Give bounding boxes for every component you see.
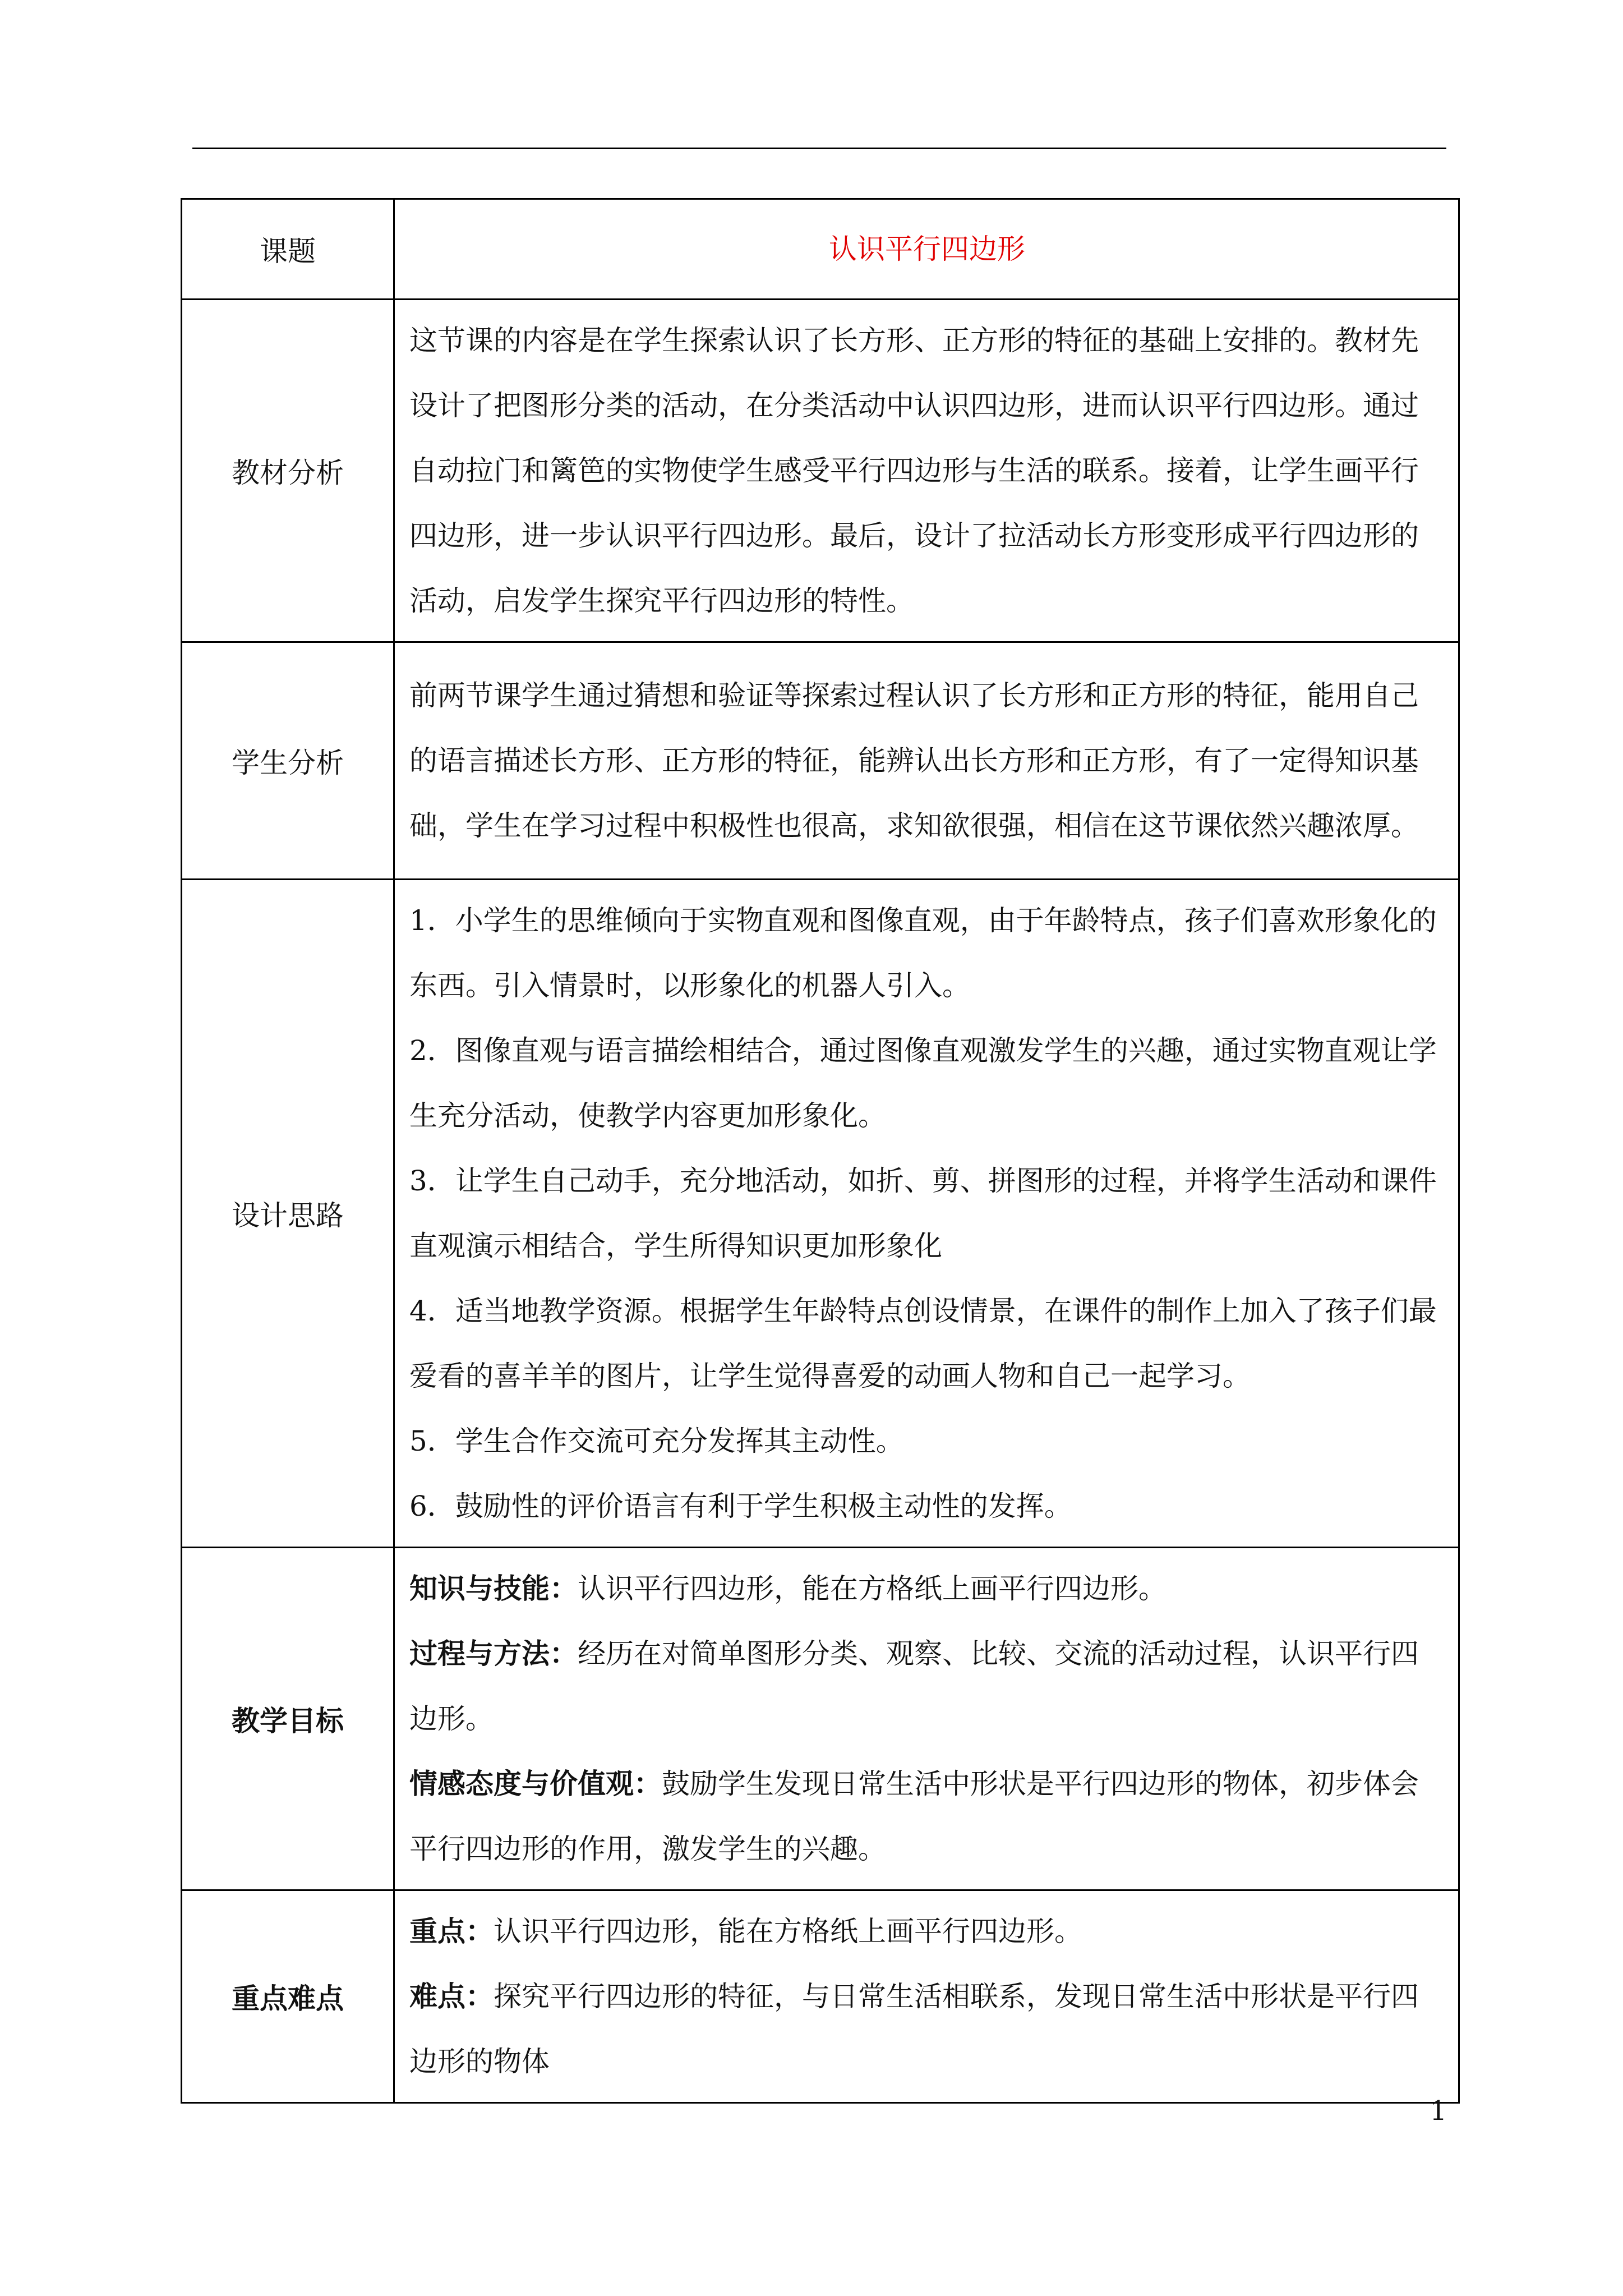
key-points-row bbox=[182, 1890, 1459, 2103]
title-row bbox=[182, 199, 1459, 300]
design-item: 2．图像直观与语言描绘相结合，通过图像直观激发学生的兴趣，通过实物直观让学生充分活动，使教学内容更加形象化。 bbox=[409, 1034, 1437, 1132]
goal-text: 认识平行四边形，能在方格纸上画平行四边形。 bbox=[578, 1572, 1166, 1605]
goals-content bbox=[394, 1548, 1459, 1890]
design-item: 4．适当地教学资源。根据学生年龄特点创设情景，在课件的制作上加入了孩子们最爱看的喜羊羊的图片，让学生觉得喜爱的动画人物和自己一起学习。 bbox=[409, 1295, 1437, 1392]
design-content bbox=[394, 880, 1459, 1548]
textbook-label: 教材分析 bbox=[182, 300, 394, 642]
goal-heading: 过程与方法： bbox=[409, 1637, 578, 1670]
design-item: 6．鼓励性的评价语言有利于学生积极主动性的发挥。 bbox=[409, 1490, 1072, 1522]
lesson-plan-table bbox=[181, 198, 1460, 2104]
goal-item bbox=[409, 1621, 1445, 1751]
textbook-text: 这节课的内容是在学生探索认识了长方形、正方形的特征的基础上安排的。教材先设计了把图形分类的活动，在分类活动中认识四边形，进而认识平行四边形。通过自动拉门和篱笆的实物使学生感受平行四边形与生活的联系。接着，让学生画平行四边形，进一步认识平行四边形。最后，设计了拉活动长方形变形成平行四边形的活动，启发学生探究平行四边形的特性。 bbox=[394, 300, 1459, 642]
key-point-heading: 难点： bbox=[409, 1980, 494, 2013]
students-row bbox=[182, 642, 1459, 880]
goal-item bbox=[409, 1556, 1445, 1621]
design-row bbox=[182, 880, 1459, 1548]
key-point-heading: 重点： bbox=[409, 1915, 494, 1948]
goal-item bbox=[409, 1751, 1445, 1881]
design-label: 设计思路 bbox=[182, 880, 394, 1548]
key-point-item bbox=[409, 1899, 1445, 1964]
students-text: 前两节课学生通过猜想和验证等探索过程认识了长方形和正方形的特征，能用自己的语言描述长方形、正方形的特征，能辨认出长方形和正方形，有了一定得知识基础，学生在学习过程中积极性也很高，求知欲很强，相信在这节课依然兴趣浓厚。 bbox=[394, 642, 1459, 880]
key-point-text: 探究平行四边形的特征，与日常生活相联系，发现日常生活中形状是平行四边形的物体 bbox=[409, 1980, 1419, 2078]
key-point-item bbox=[409, 1964, 1445, 2094]
textbook-row bbox=[182, 300, 1459, 642]
header-rule bbox=[192, 148, 1446, 149]
key-point-text: 认识平行四边形，能在方格纸上画平行四边形。 bbox=[494, 1915, 1082, 1948]
goals-row bbox=[182, 1548, 1459, 1890]
design-item: 1．小学生的思维倾向于实物直观和图像直观，由于年龄特点，孩子们喜欢形象化的东西。引入情景时，以形象化的机器人引入。 bbox=[409, 904, 1437, 1002]
goal-heading: 知识与技能： bbox=[409, 1572, 578, 1605]
lesson-title: 认识平行四边形 bbox=[394, 199, 1459, 300]
title-label: 课题 bbox=[182, 199, 394, 300]
goal-text: 经历在对简单图形分类、观察、比较、交流的活动过程，认识平行四边形。 bbox=[409, 1637, 1419, 1735]
students-label: 学生分析 bbox=[182, 642, 394, 880]
goal-heading: 情感态度与价值观： bbox=[409, 1767, 662, 1800]
goals-label: 教学目标 bbox=[182, 1548, 394, 1890]
goal-text: 鼓励学生发现日常生活中形状是平行四边形的物体，初步体会平行四边形的作用，激发学生的兴趣。 bbox=[409, 1768, 1419, 1865]
design-item: 5．学生合作交流可充分发挥其主动性。 bbox=[409, 1425, 904, 1457]
page-number: 1 bbox=[1430, 2095, 1447, 2127]
key-points-label: 重点难点 bbox=[182, 1890, 394, 2103]
design-item: 3．让学生自己动手，充分地活动，如折、剪、拼图形的过程，并将学生活动和课件直观演示相结合，学生所得知识更加形象化 bbox=[409, 1165, 1437, 1262]
key-points-content bbox=[394, 1890, 1459, 2103]
